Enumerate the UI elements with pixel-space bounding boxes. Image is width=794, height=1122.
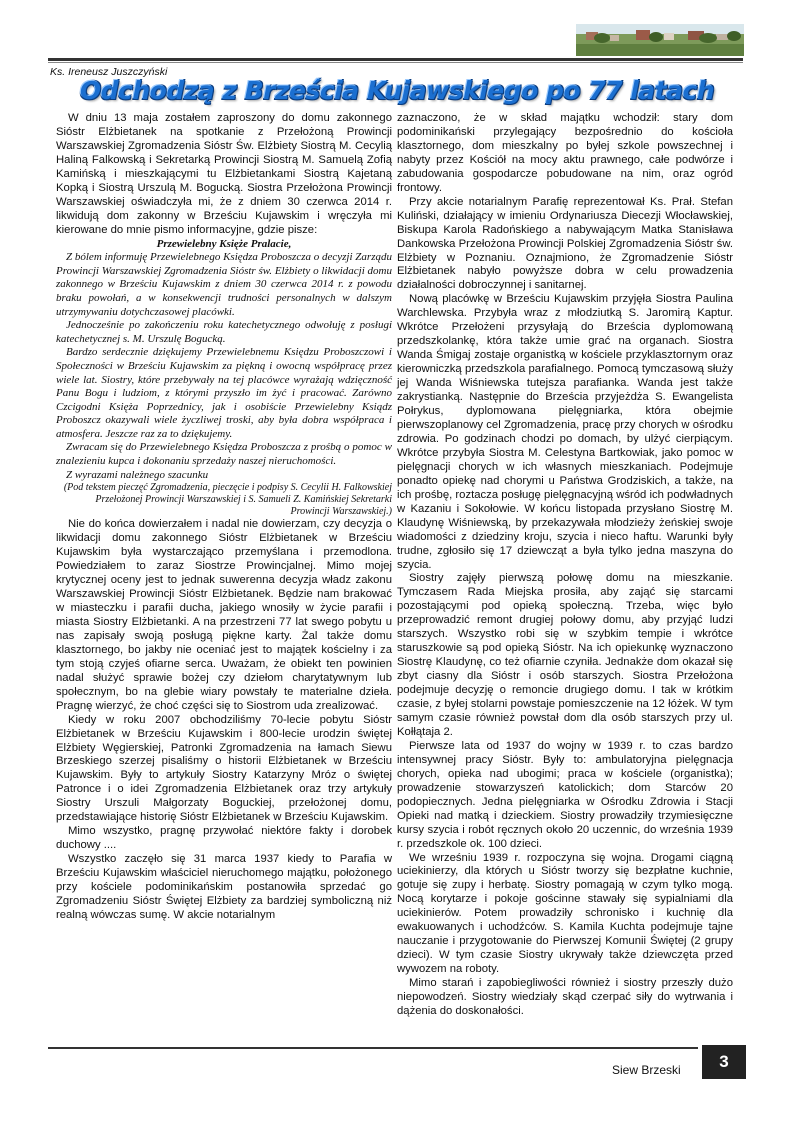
letter-closing: Z wyrazami należnego szacunku [66,468,209,481]
paragraph: W dniu 13 maja zostałem zaproszony do domu zakonnego Sióstr Elżbietanek na spotkanie z Przełożoną Prowincji Warszawskiej Zgromadzenia Sióstr Św. Elżbiety Siostrą M. Cecylią Haliną Falkowską i Sekretarką Prowincji Siostrą M. Samuelą Zofią Kamińską i mieszkającymi tu Elżbietankami Siostrą Kajetaną Kopką i Siostrą Urszulą M. Bogucką. Siostra Przełożona Prowincji Warszawskiej oświadczyła mi, że z dniem 30 czerwca 2014 r. likwidują dom zakonny w Brześciu Kujawskim i wręczyła mi kierowane do mnie pismo informacyjne, gdzie pisze: [56,112,392,236]
letter-paragraph: Bardzo serdecznie dziękujemy Przewielebnemu Księdzu Proboszczowi i Społeczności w Brześciu Kujawskim za piękną i owocną współpracę przez wiele lat. Siostry, które przebywały na tej placówce wyrażają wdzięczność Panu Bogu i ludziom, z którymi przyszło im żyć i pracować. Zarówno Czcigodni Księża Poprzednicy, jak i osobiście Przewielebny Ksiądz Proboszcz okazywali wiele życzliwej troski, aby była dobra współpraca i atmosfera. Jeszcze raz za to dziękujemy. [56,346,392,440]
bottom-rule [48,1047,698,1049]
header-landscape-image [576,24,744,56]
paragraph: Pierwsze lata od 1937 do wojny w 1939 r. to czas bardzo intensywnej pracy Sióstr. Były to: ambulatoryjna pielęgnacja chorych, opieka nad ubogimi; praca w kościele (organistka); prowadzenie stowarzyszeń katolickich; dom Starców 20 podopiecznych. Jedna pielęgniarka w Ośrodku Zdrowia i Stacji Opieki nad matką i dzieckiem. Siostry prowadziły trzymiesięczne kursy szycia i robót ręcznych około 20 uczennic, do września 1939 r. przedszkole ok. 100 dzieci. [397,739,733,850]
paragraph: Mimo starań i zapobiegliwości również i siostry przeszły dużo niepowodzeń. Siostry wiedziały skąd czerpać siły do wytrwania i dążenia do doskonałości. [397,977,733,1017]
paragraph: Kiedy w roku 2007 obchodziliśmy 70-lecie pobytu Sióstr Elżbietanek w Brześciu Kujawskim i 800-lecie urodzin świętej Elżbiety Węgierskiej, Patronki Zgromadzenia na łamach Siewu Brzeskiego szerzej pisaliśmy o historii Elżbietanek w Brześciu Kujawskim. Były to artykuły Siostry Katarzyny Mróz o świętej Patronce i o idei Zgromadzenia Elżbietanek oraz trzy artykuły Siostry Urszuli Małgorzaty Boguckiej, przełożonej domu, przedstawiające historię Sióstr Elżbietanek w Brześciu Kujawskim. [56,713,392,824]
left-column [56,112,392,923]
paragraph: Wszystko zaczęło się 31 marca 1937 kiedy to Parafia w Brześciu Kujawskim właściciel nieruchomego majątku, położonego przy kościele podominikańskim postanowiła sprzedać go Zgromadzeniu Sióstr Świętej Elżbiety za bardziej symboliczną niż realną wówczas sumę. W akcie notarialnym [56,853,392,921]
letter-paragraph: Zwracam się do Przewielebnego Księdza Proboszcza z prośbą o pomoc w znalezieniu kupca i dokonaniu sprzedaży naszej nieruchomości. [56,441,392,468]
author-name: Ks. Ireneusz Juszczyński [50,66,168,78]
top-rule-thin [48,62,743,63]
paragraph: zaznaczono, że w skład majątku wchodził: stary dom podominikański przylegający bezpośrednio do kościoła klasztornego, dom mieszkalny po byłej szkole powszechnej i nabyty przez Kościół na mocy aktu prawnego, całe podwórze i zabudowania gospodarcze pobudowane na nim, oraz ogród frontowy. [397,112,733,194]
paragraph: Siostry zajęły pierwszą połowę domu na mieszkanie. Tymczasem Rada Miejska prosiła, aby zająć się starcami pozostającymi pod opieką społeczną. Trzeba, więc było przeprowadzić remont drugiej połowy domu, aby przyjąć ludzi starszych. Wszystko robi się w szybkim tempie i wkrótce staruszkowie są pod opieką Sióstr. Na ich opiekunkę wyznaczono Siostrę Klaudynę, co też ofiarnie czyniła. Jednakże dom okazał się zbyt ciasny dla Sióstr i osób starszych. Siostra Przełożona podejmuje decyzję o remoncie drugiego domu. I tak w krótkim czasie, z byłej stolarni powstaje pomieszczenie na 12 łóżek. W tym samym czasie również powstał dom dla osób starszych przy ul. Kołłątaja 2. [397,572,733,738]
paragraph: Nową placówkę w Brześciu Kujawskim przyjęła Siostra Paulina Warchlewska. Przybyła wraz z młodziutką S. Jaromirą Kaptur. Wkrótce Przełożeni przysyłają do Brześcia dyplomowaną przedszkolankę, która także umie grać na organach. Siostra Wanda Śmigaj zostaje organistką w kościele przyklasztornym oraz kierowniczką przedszkola parafialnego. Pomocą tymczasową służy jej Wanda Wiśniewska tutejsza parafianka. Wanda jest także zakrystianką. Następnie do Brześcia przyjeżdża S. Ewangelista Połrykus, dyplomowana pielęgniarka, która obejmie pierwszoplanowy cel Zgromadzenia, pracę przy chorych w ośrodku zdrowia. Po godzinach chodzi po domach, by ulżyć cierpiącym. Wkrótce przybyła Siostra M. Celestyna Bartkowiak, jako pomoc w pielęgnacji chorych w ich własnych mieszkaniach. Podejmuje ponadto opiekę nad chorymi u Państwa Grodziskich, a także, na ich prośbę, roztacza posługę pielęgnacyjną wśród ich podwładnych w Kazaniu i Sokołowie. W końcu listopada przysłano Siostrę M. Klaudynę Wiśniewską, by przekazywała młodzieży żeńskiej swoje wiadomości z dziedziny kroju, szycia i nieco haftu. Warunki były trudne, zgłosiło się 17 dziewcząt a była tylko jedna maszyna do szycia. [397,293,733,571]
top-rule [48,58,743,61]
paragraph: We wrześniu 1939 r. rozpoczyna się wojna. Drogami ciągną uciekinierzy, dla których u Sióstr tworzy się bezpłatne kuchnie, gotuje się zupy i herbatę. Siostry pomagają w czym tylko mogą. Nocą korytarze i pokoje gościnne stawały się sypialniami dla uciekinierów. Potem prowadziły schronisko i kuchnię dla ewakuowanych i uchodźców. S. Kamila Kuchta podejmuje tajne nauczanie i przygotowanie do Pierwszej Komunii Świętej (2 grupy dzieci). W tym czasie Siostry ukrywały także dziewczęta przed wywozem na roboty. [397,851,733,976]
page-number: 3 [702,1045,746,1079]
letter-paragraph: Z bólem informuję Przewielebnego Księdza Proboszcza o decyzji Zarządu Prowincji Warszawskiej Zgromadzenia Sióstr św. Elżbiety o likwidacji domu zakonnego w Brześciu Kujawskim z dniem 30 czerwca 2014 r. z powodu braku powołań, a w konsekwencji trudności personalnych w dalszym utrzymywaniu dotychczasowej placówki. [56,251,392,318]
article-title: Odchodzą z Brześcia Kujawskiego po 77 latach [79,76,715,105]
paragraph: Mimo wszystko, pragnę przywołać niektóre fakty i dorobek duchowy .... [56,825,392,852]
quoted-letter [56,238,392,519]
publication-name: Siew Brzeski [612,1063,681,1077]
letter-paragraph: Jednocześnie po zakończeniu roku katechetycznego odwołuję z posługi katechetycznej s. M. Urszulę Bogucką. [56,319,392,345]
letter-salutation: Przewielebny Księże Pralacie, [156,237,292,250]
paragraph: Nie do końca dowierzałem i nadal nie dowierzam, czy decyzja o likwidacji domu zakonnego Sióstr Elżbietanek w Brześciu Kujawskim była wystarczająco przemyślana i przemodlona. Powiedziałem to zaraz Siostrze Prowincjalnej. Mimo mojej krytycznej oceny jest to jednak suwerenna decyzja władz zakonu Warszawskiej Prowincji Sióstr Elżbietanek. Będzie nam brakować w miasteczku i parafii ducha, jakiego wnosiły w życie parafii i miasta Siostry Elżbietanki. A na przestrzeni 77 lat swego pobytu u nas zapisały swoją posługą piękne karty. Żal także domu klasztornego, bo jakby nie oceniać jest to majątek kościelny i za tym stoją czyjeś ofiarne serca. Uważam, że obiekt ten powinien nadal służyć sprawie bożej czy dziełom charytatywnym lub społecznym, bo na glebie wiary powstały te materialne dzieła. Pragnę wierzyć, że choć części się to Siostrom uda zrealizować. [56,518,392,712]
paragraph: Przy akcie notarialnym Parafię reprezentował Ks. Prał. Stefan Kuliński, działający w imieniu Ordynariusza Diecezji Włocławskiej, Biskupa Karola Radońskiego a nabywającym Matka Stanisława Dankowska Przełożona Prowincji Polskiej Zgromadzenia Sióstr św. Elżbiety w Poznaniu. Oznajmiono, że Zgromadzenie Sióstr Elżbietanek nabyło powyższe dobra w celu prowadzenia działalności dobroczynnej i sanitarnej. [397,195,733,292]
right-column [397,112,733,1019]
letter-signature-note: (Pod tekstem pieczęć Zgromadzenia, pieczęcie i podpisy S. Cecylii H. Falkowskiej Przełożonej Prowincji Warszawskiej i S. Samueli Z. Kamińskiej Sekretarki Prowincji Warszawskiej.) [63,482,392,518]
